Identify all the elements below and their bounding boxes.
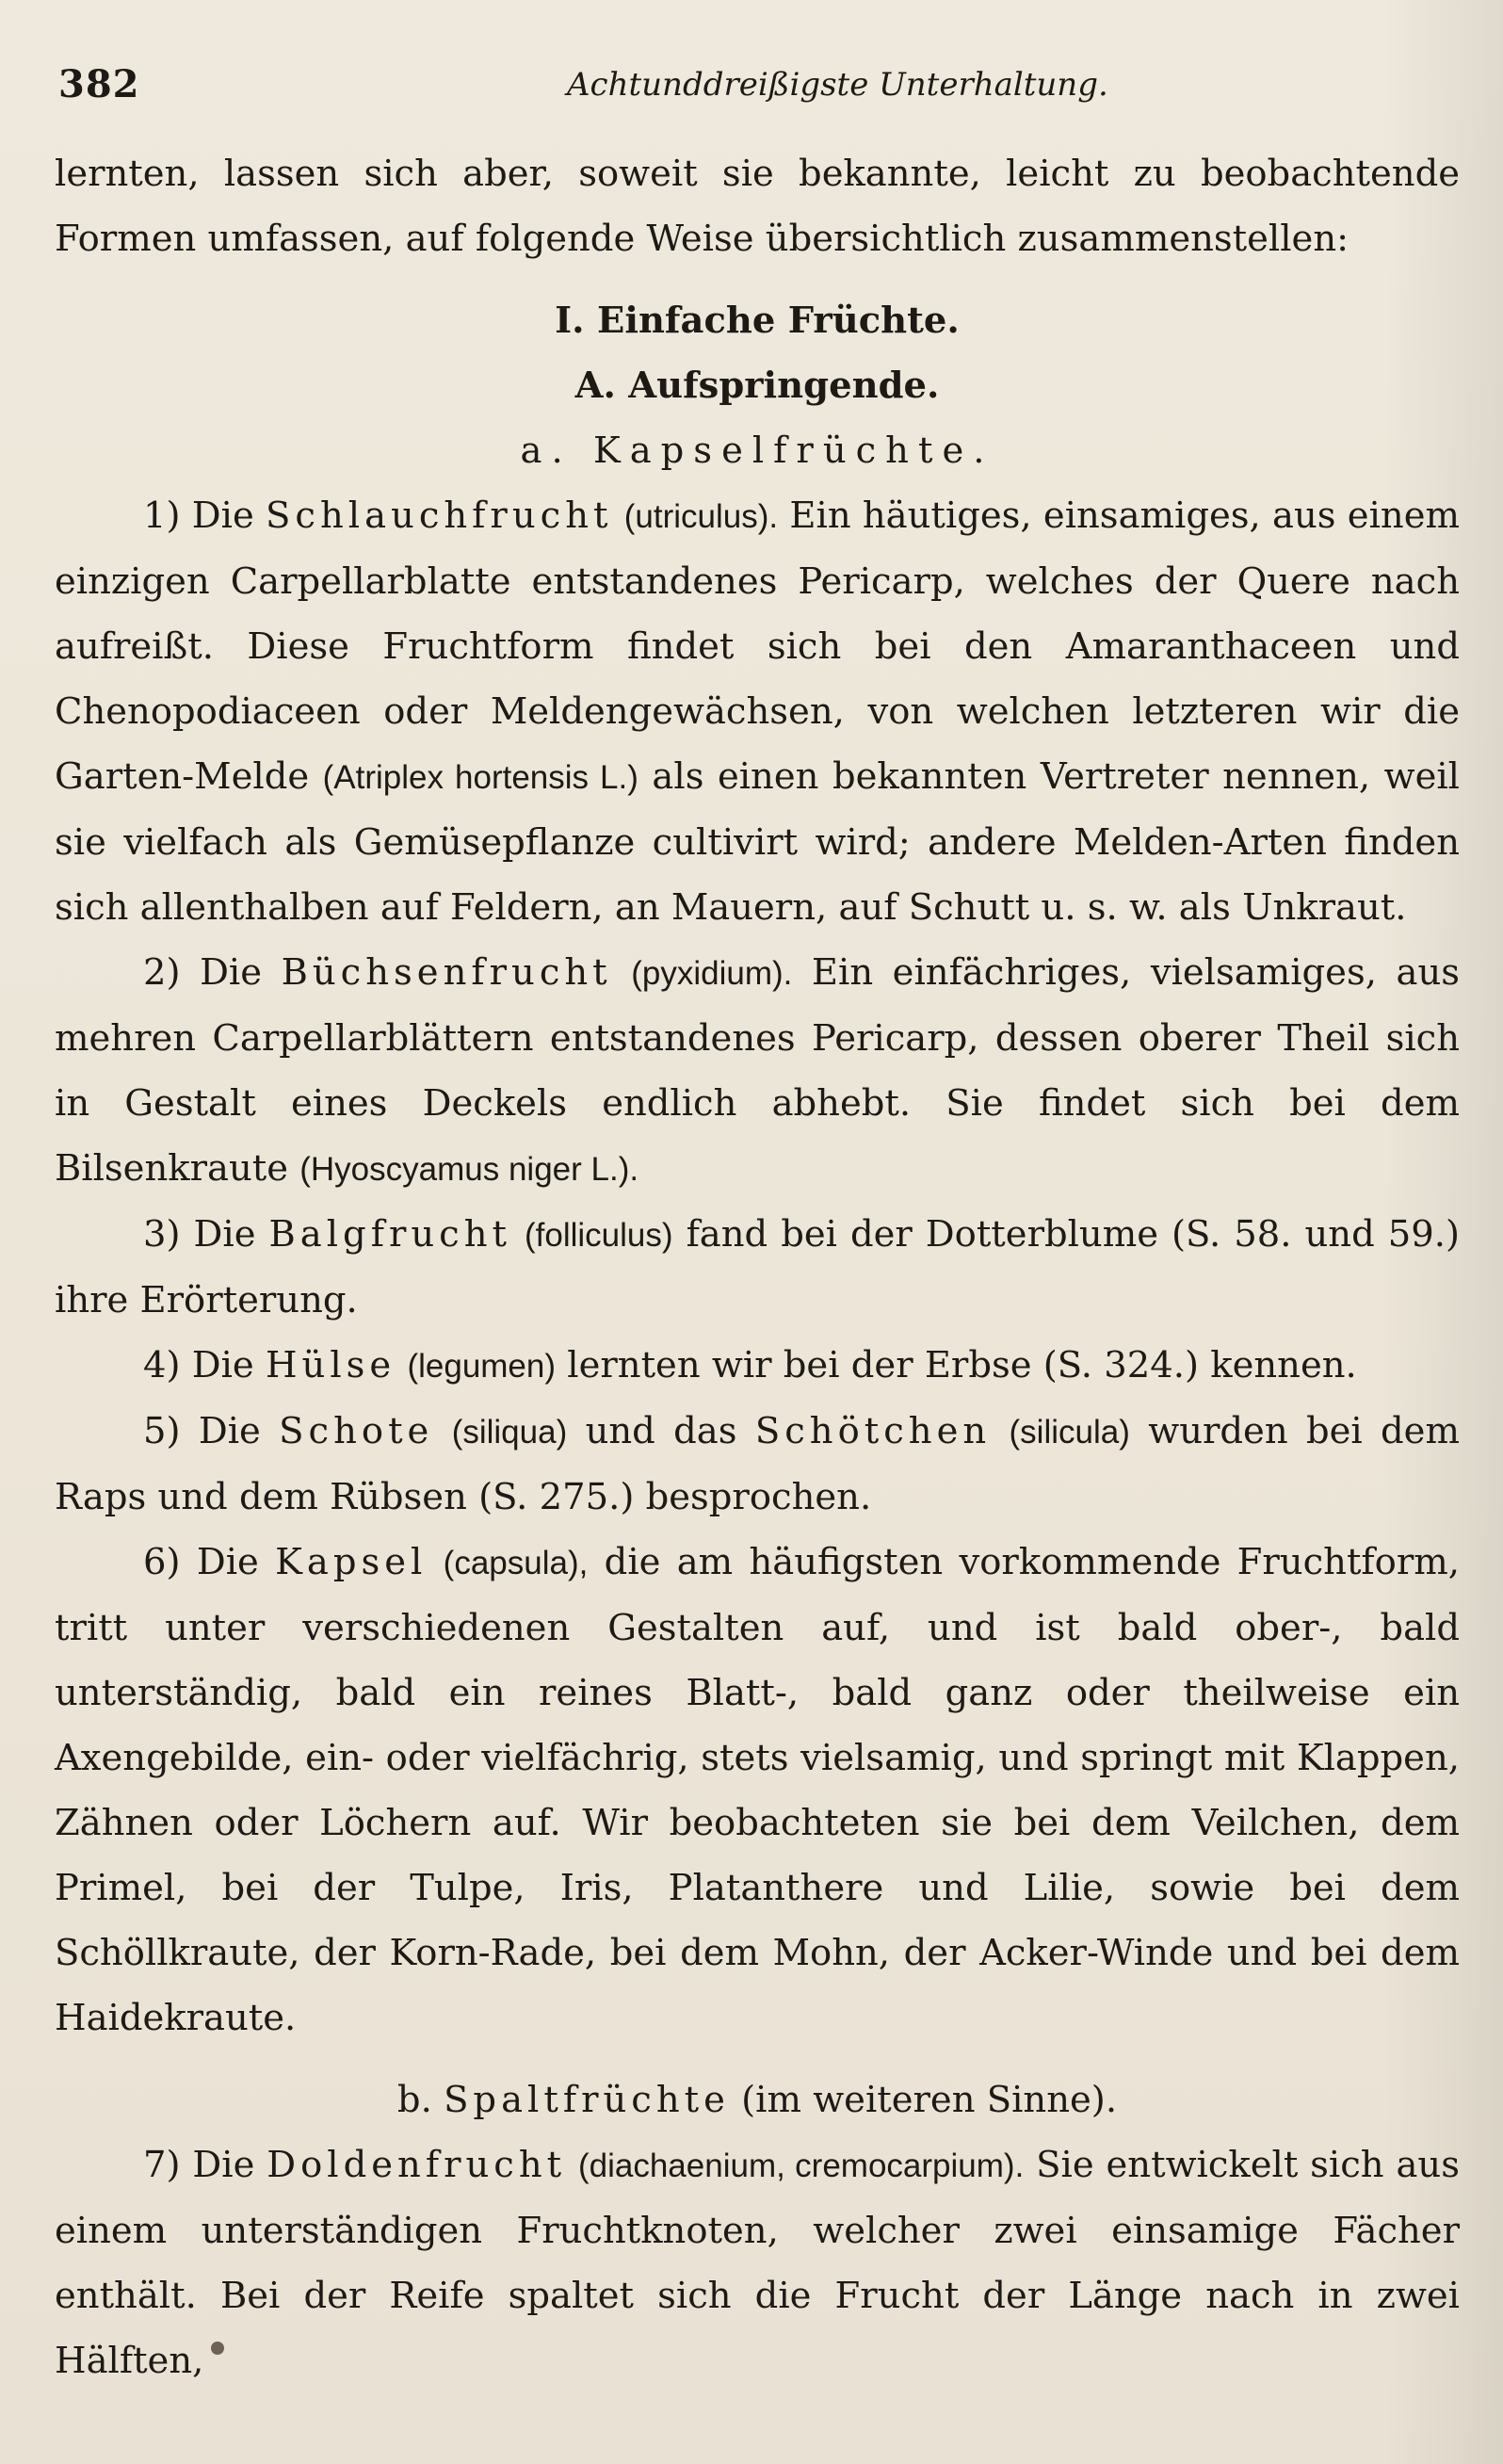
term-doldenfrucht: Doldenfrucht (267, 2144, 567, 2186)
item-2-buechsenfrucht: 2) Die Büchsenfrucht (pyxidium). Ein einfächriges, vielsamiges, aus mehren Carpellarblättern entstandenes Pericarp, dessen oberer Theil sich in Gestalt eines Deckels endlich abhebt. Sie findet sich bei dem Bilsenkraute (Hyoscyamus niger L.). (55, 951, 1461, 1190)
heading-einfache-fruechte: I. Einfache Früchte. (555, 300, 960, 342)
page-header (58, 62, 1452, 119)
item-1-schlauchfrucht: 1) Die Schlauchfrucht (utriculus). Ein häutiges, einsamiges, aus einem einzigen Carpellarblatte entstandenes Pericarp, welches der Quere nach aufreißt. Diese Fruchtform findet sich bei den Amaranthaceen und Chenopodiaceen oder Meldengewächsen, von welchen letzteren wir die Garten-Melde (Atriplex hortensis L.) als einen bekannten Vertreter nennen, weil sie vielfach als Gemüsepflanze cultivirt wird; andere Melden-Arten finden sich allenthalben auf Feldern, an Mauern, auf Schutt u. s. w. als Unkraut. (55, 494, 1460, 929)
term-schoetchen: Schötchen (754, 1410, 992, 1452)
item-5-schote: 5) Die Schote (siliqua) und das Schötchen (silicula) wurden bei dem Raps und dem Rübsen (S. 275.) besprochen. (55, 1410, 1460, 1518)
item-4-huelse: 4) Die Hülse (legumen) lernten wir bei der Erbse (S. 324.) kennen. (143, 1344, 1357, 1386)
item-7-doldenfrucht: 7) Die Doldenfrucht (diachaenium, cremocarpium). Sie entwickelt sich aus einem unterständigen Fruchtknoten, welcher zwei einsamige Fächer enthält. Bei der Reife spaltet sich die Frucht der Länge nach in zwei Hälften, (55, 2144, 1460, 2382)
item-6-kapsel: 6) Die Kapsel (capsula), die am häufigsten vorkommende Fruchtform, tritt unter verschiedenen Gestalten auf, und ist bald ober-, bald unterständig, bald ein reines Blatt-, bald ganz oder theilweise ein Axengebilde, ein- oder vielfächrig, stets vielsamig, und springt mit Klappen, Zähnen oder Löchern auf. Wir beobachteten sie bei dem Veilchen, dem Primel, bei der Tulpe, Iris, Platanthere und Lilie, sowie bei dem Schöllkraute, der Korn-Rade, bei dem Mohn, der Acker-Winde und bei dem Haidekraute. (55, 1541, 1460, 2039)
term-schlauchfrucht: Schlauchfrucht (266, 494, 613, 537)
term-schote: Schote (279, 1410, 434, 1452)
heading-spaltfruechte: b. Spaltfrüchte (im weiteren Sinne). (396, 2079, 1118, 2121)
term-balgfrucht: Balgfrucht (268, 1213, 511, 1256)
ink-spot (211, 2342, 224, 2355)
intro-paragraph: lernten, lassen sich aber, soweit sie bekannte, leicht zu beobachtende Formen umfassen, auf folgende Weise übersichtlich zusammenstellen: (55, 153, 1460, 260)
heading-aufspringende: A. Aufspringende. (574, 365, 940, 407)
term-buechsenfrucht: Büchsenfrucht (281, 951, 612, 994)
page-number: 382 (58, 62, 140, 106)
page-body (55, 141, 1460, 2393)
running-title: Achtunddreißigste Unterhaltung. (567, 66, 1108, 104)
item-3-balgfrucht: 3) Die Balgfrucht (folliculus) fand bei der Dotterblume (S. 58. und 59.) ihre Erörterung. (55, 1213, 1460, 1321)
term-huelse: Hülse (265, 1344, 396, 1386)
heading-kapselfruechte: a. Kapselfrüchte. (520, 430, 994, 472)
term-kapsel: Kapsel (275, 1541, 428, 1583)
